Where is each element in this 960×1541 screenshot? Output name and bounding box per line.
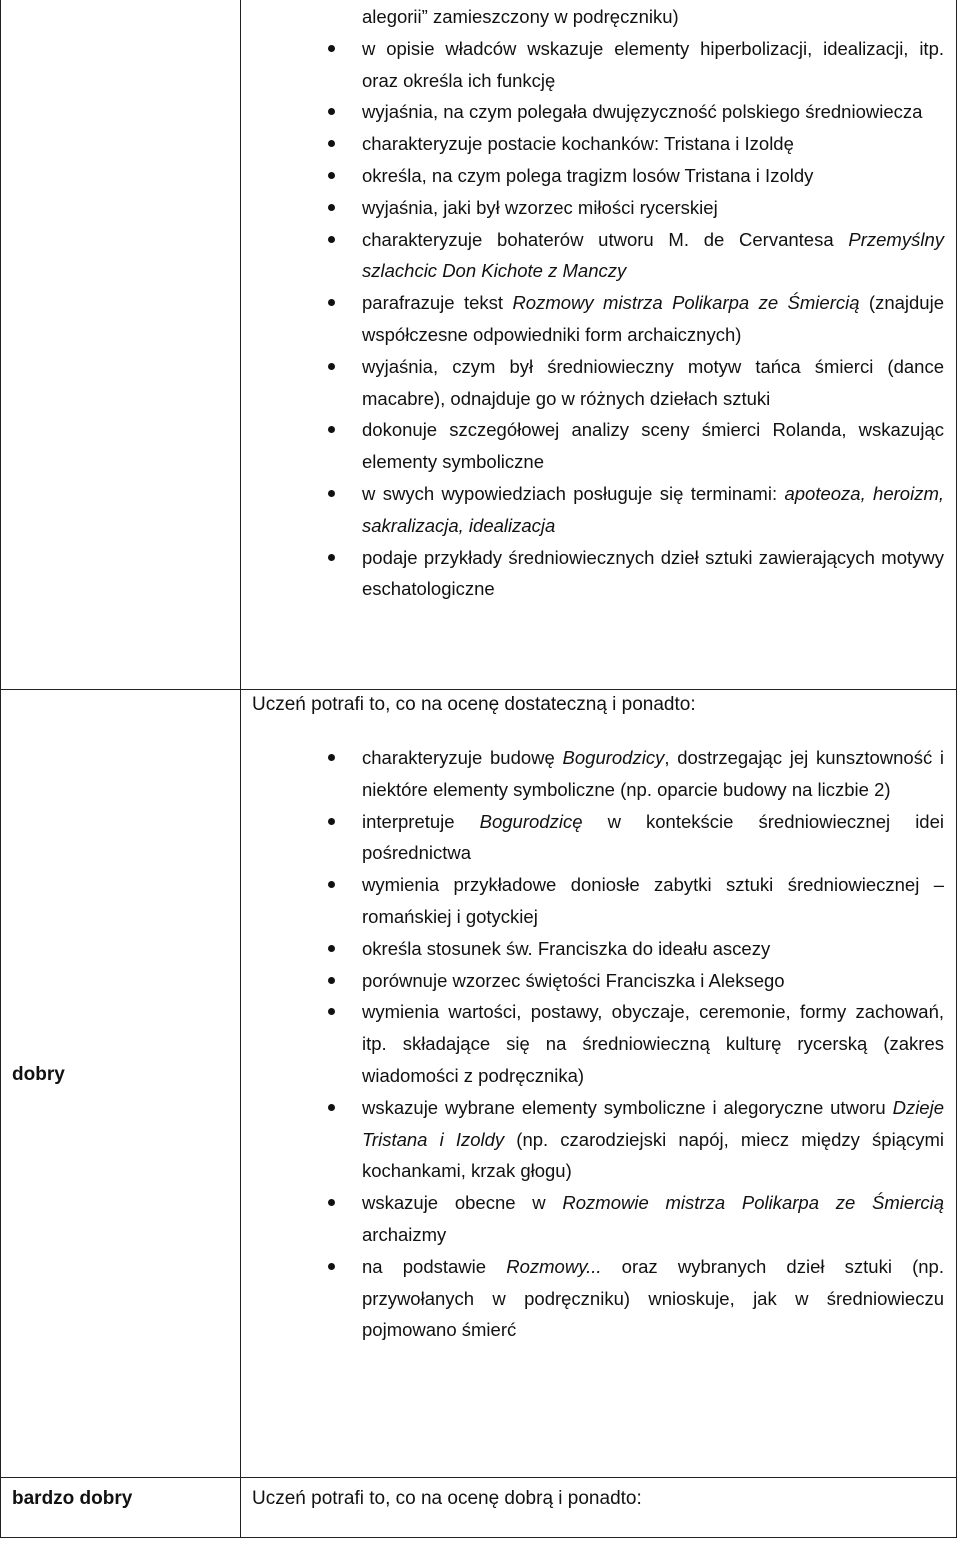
list-item	[252, 224, 944, 288]
item-text: archaizmy	[362, 1223, 447, 1245]
italic-title: Rozmowie mistrza Polikarpa ze Śmiercią	[562, 1192, 945, 1214]
italic-title: Bogurodzicę	[479, 810, 583, 832]
intro-dobry: Uczeń potrafi to, co na ocenę dostateczną i ponadto:	[252, 694, 696, 715]
list-item	[252, 1187, 944, 1251]
list-item	[252, 414, 944, 478]
grade-label-bardzo-dobry: bardzo dobry	[12, 1488, 133, 1509]
item-text: (np. czarodziejski napój, miecz między śpiącymi kochankami, krzak głogu)	[362, 1128, 944, 1182]
top-criteria-list	[252, 1, 944, 605]
item-text: wyjaśnia, czym był średniowieczny motyw tańca śmierci (dance macabre), odnajduje go w różnych dziełach sztuki	[362, 355, 944, 409]
item-text: dokonuje szczegółowej analizy sceny śmierci Rolanda, wskazując elementy symboliczne	[362, 419, 944, 473]
list-item	[252, 1251, 944, 1346]
item-text: porównuje wzorzec świętości Franciszka i Aleksego	[362, 969, 785, 991]
item-text: oraz wybranych dzieł sztuki (np. przywołanych w podręczniku) wnioskuje, jak w średniowieczu pojmowano śmierć	[362, 1255, 944, 1341]
list-item	[252, 1, 944, 33]
item-text: charakteryzuje bohaterów utworu M. de Cervantesa	[362, 228, 849, 250]
item-text: wyjaśnia, na czym polegała dwujęzyczność polskiego średniowiecza	[362, 101, 923, 123]
item-text: (znajduje współczesne odpowiedniki form archaicznych)	[362, 292, 944, 345]
list-item	[252, 96, 944, 128]
table-border-right	[956, 0, 957, 1538]
item-text: wyjaśnia, jaki był wzorzec miłości rycerskiej	[362, 196, 718, 218]
dobry-criteria-list	[252, 742, 944, 1346]
list-item	[252, 742, 944, 806]
item-text: wymienia przykładowe doniosłe zabytki sztuki średniowiecznej – romańskiej i gotyckiej	[362, 874, 944, 927]
item-text: , dostrzegając jej kunsztowność i niektóre elementy symboliczne (np. oparcie budowy na liczbie 2)	[362, 747, 945, 800]
list-item	[252, 33, 944, 97]
list-item	[252, 1092, 944, 1187]
italic-title: Bogurodzicy	[562, 747, 665, 768]
list-item	[252, 287, 944, 351]
item-text: parafrazuje tekst	[362, 292, 513, 314]
list-item	[252, 869, 944, 933]
list-item	[252, 806, 944, 870]
item-text: w kontekście średniowiecznej idei pośrednictwa	[362, 810, 944, 864]
italic-title: Rozmowy...	[506, 1255, 602, 1277]
item-text: interpretuje	[362, 810, 480, 832]
item-text: wymienia wartości, postawy, obyczaje, ceremonie, formy zachowań, itp. składające się na średniowieczną kulturę rycerską (zakres wiadomości z podręcznika)	[362, 1001, 944, 1086]
item-text: określa stosunek św. Franciszka do ideału ascezy	[362, 937, 771, 959]
italic-title: Przemyślny szlachcic Don Kichote z Manczy	[362, 228, 944, 282]
italic-title: Rozmowy mistrza Polikarpa ze Śmiercią	[512, 292, 860, 314]
row-divider-top	[0, 689, 957, 690]
italic-title: apoteoza, heroizm, sakralizacja, idealizacja	[362, 482, 944, 536]
table-border-bottom	[0, 1537, 957, 1538]
list-item	[252, 160, 944, 192]
table-border-left	[0, 0, 1, 1538]
list-item	[252, 996, 944, 1091]
continuation-text: alegorii” zamieszczony w podręczniku)	[362, 6, 679, 27]
row-divider-middle	[0, 1477, 957, 1478]
italic-title: Dzieje Tristana i Izoldy	[362, 1096, 944, 1150]
list-item	[252, 542, 944, 606]
item-text: podaje przykłady średniowiecznych dzieł sztuki zawierających motywy eschatologiczne	[362, 546, 944, 600]
item-text: charakteryzuje postacie kochanków: Tristana i Izoldę	[362, 133, 794, 155]
intro-bardzo-dobry: Uczeń potrafi to, co na ocenę dobrą i ponadto:	[252, 1488, 642, 1509]
item-text: w swych wypowiedziach posługuje się terminami:	[362, 482, 785, 504]
list-item	[252, 933, 944, 965]
item-text: wskazuje wybrane elementy symboliczne i alegoryczne utworu	[362, 1096, 893, 1118]
item-text: w opisie władców wskazuje elementy hiperbolizacji, idealizacji, itp. oraz określa ich funkcję	[362, 37, 944, 91]
list-item	[252, 478, 944, 542]
grade-label-dobry: dobry	[12, 1064, 65, 1085]
list-item	[252, 192, 944, 224]
list-item	[252, 965, 944, 997]
item-text: charakteryzuje budowę	[362, 747, 563, 768]
list-item	[252, 128, 944, 160]
item-text: określa, na czym polega tragizm losów Tristana i Izoldy	[362, 164, 814, 186]
table-column-divider	[240, 0, 241, 1538]
item-text: wskazuje obecne w	[362, 1192, 563, 1214]
item-text: na podstawie	[362, 1255, 507, 1277]
list-item	[252, 351, 944, 415]
